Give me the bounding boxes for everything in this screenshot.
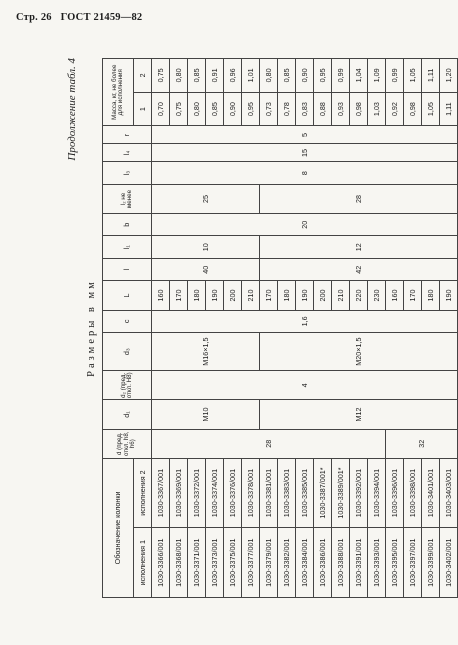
col-d1: d₁: [103, 400, 152, 429]
cell-mass1: 0,80: [188, 92, 206, 126]
cell-exec1: 1030-3393/001: [368, 528, 386, 598]
cell-L: 180: [422, 281, 440, 310]
cell-mass1: 0,70: [152, 92, 170, 126]
cell-mass2: 1,11: [422, 59, 440, 93]
cell-exec1: 1030-3395/001: [386, 528, 404, 598]
cell-exec2: 1030-3392/001: [350, 458, 368, 528]
cell-mass1: 0,95: [242, 92, 260, 126]
col-mass1: 1: [134, 92, 152, 126]
cell-exec1: 1030-3384/001: [296, 528, 314, 598]
rotated-table-frame: [66, 58, 453, 598]
cell-exec1: 1030-3397/001: [404, 528, 422, 598]
cell-exec2: 1030-3396/001: [386, 458, 404, 528]
cell-mass1: 0,90: [224, 92, 242, 126]
cell-exec1: 1030-3382/001: [278, 528, 296, 598]
cell-mass2: 0,80: [260, 59, 278, 93]
cell-exec2: 1030-3403/001: [440, 458, 458, 528]
cell-L: 170: [404, 281, 422, 310]
cell-exec2: 1030-3378/001: [242, 458, 260, 528]
col-r: r: [103, 126, 152, 144]
cell-L: 210: [332, 281, 350, 310]
cell-exec2: 1030-3398/001: [404, 458, 422, 528]
cell-exec1: 1030-3388/001: [332, 528, 350, 598]
cell-d3-group: M20×1,5: [260, 333, 458, 371]
cell-mass1: 0,75: [170, 92, 188, 126]
cell-mass2: 0,96: [224, 59, 242, 93]
standard-code: ГОСТ 21459—82: [60, 12, 143, 23]
cell-l1-group: 10: [152, 236, 260, 258]
cell-L: 200: [224, 281, 242, 310]
cell-L: 190: [440, 281, 458, 310]
cell-mass2: 1,01: [242, 59, 260, 93]
cell-mass1: 0,88: [314, 92, 332, 126]
col-exec1: исполнения 1: [134, 528, 152, 598]
cell-exec2: 1030-3374/001: [206, 458, 224, 528]
cell-mass1: 1,05: [422, 92, 440, 126]
cell-mass1: 1,11: [440, 92, 458, 126]
cell-l2-group: 25: [152, 184, 260, 213]
cell-exec1: 1030-3373/001: [206, 528, 224, 598]
cell-exec2: 1030-3387/001*: [314, 458, 332, 528]
cell-d1-group: M10: [152, 400, 260, 429]
dimensions-title: Размеры в мм: [86, 279, 97, 377]
cell-exec1: 1030-3386/001: [314, 528, 332, 598]
cell-d2-group: 4: [152, 371, 458, 400]
cell-exec2: 1030-3369/001: [170, 458, 188, 528]
col-c: c: [103, 310, 152, 332]
cell-exec1: 1030-3377/001: [242, 528, 260, 598]
cell-L: 170: [260, 281, 278, 310]
cell-l-group: 40: [152, 258, 260, 280]
cell-mass1: 0,98: [404, 92, 422, 126]
col-l2: l₂ не менее: [103, 184, 152, 213]
cell-mass1: 0,85: [206, 92, 224, 126]
cell-exec1: 1030-3371/001: [188, 528, 206, 598]
cell-exec2: 1030-3376/001: [224, 458, 242, 528]
cell-d-group: 32: [386, 429, 458, 458]
col-d3: d₃: [103, 333, 152, 371]
cell-L: 230: [368, 281, 386, 310]
col-b: b: [103, 214, 152, 236]
cell-exec1: 1030-3366/001: [152, 528, 170, 598]
col-mass: Масса, кг, не более для исполнения: [103, 59, 134, 127]
cell-l-group: 42: [260, 258, 458, 280]
cell-d3-group: M16×1,5: [152, 333, 260, 371]
page-header: [16, 12, 148, 23]
cell-mass2: 1,20: [440, 59, 458, 93]
continuation-title: Продолжение табл. 4: [66, 58, 78, 161]
cell-d1-group: M12: [260, 400, 458, 429]
cell-exec1: 1030-3379/001: [260, 528, 278, 598]
cell-exec2: 1030-3389/001*: [332, 458, 350, 528]
cell-mass2: 0,85: [278, 59, 296, 93]
cell-L: 180: [188, 281, 206, 310]
cell-b-group: 20: [152, 214, 458, 236]
dimensions-table: [102, 58, 458, 598]
cell-mass2: 0,95: [314, 59, 332, 93]
cell-mass2: 0,85: [188, 59, 206, 93]
cell-exec2: 1030-3401/001: [422, 458, 440, 528]
cell-exec2: 1030-3385/001: [296, 458, 314, 528]
cell-mass1: 1,03: [368, 92, 386, 126]
cell-L: 160: [152, 281, 170, 310]
cell-mass2: 0,80: [170, 59, 188, 93]
col-exec2: исполнения 2: [134, 458, 152, 528]
cell-L: 170: [170, 281, 188, 310]
col-l1: l₁: [103, 236, 152, 258]
cell-l3-group: 8: [152, 162, 458, 184]
cell-mass1: 0,98: [350, 92, 368, 126]
cell-c-group: 1,6: [152, 310, 458, 332]
cell-mass2: 0,91: [206, 59, 224, 93]
cell-L: 190: [206, 281, 224, 310]
cell-mass2: 1,05: [404, 59, 422, 93]
cell-mass2: 0,99: [332, 59, 350, 93]
col-d2: d₂ (пред. откл. H8): [103, 371, 152, 400]
cell-exec1: 1030-3375/001: [224, 528, 242, 598]
cell-exec1: 1030-3368/001: [170, 528, 188, 598]
cell-l1-group: 12: [260, 236, 458, 258]
col-l4: l₄: [103, 144, 152, 162]
cell-mass1: 0,73: [260, 92, 278, 126]
cell-exec2: 1030-3383/001: [278, 458, 296, 528]
cell-exec2: 1030-3394/001: [368, 458, 386, 528]
cell-mass1: 0,78: [278, 92, 296, 126]
cell-L: 180: [278, 281, 296, 310]
cell-mass1: 0,83: [296, 92, 314, 126]
col-l: l: [103, 258, 152, 280]
cell-mass2: 0,99: [386, 59, 404, 93]
cell-mass2: 0,75: [152, 59, 170, 93]
cell-exec1: 1030-3399/001: [422, 528, 440, 598]
cell-d-group: 28: [152, 429, 386, 458]
cell-mass1: 0,93: [332, 92, 350, 126]
col-d: d (пред. откл. h8, h6): [103, 429, 152, 458]
cell-l4-group: 15: [152, 144, 458, 162]
cell-L: 200: [314, 281, 332, 310]
table-row: [152, 59, 170, 598]
cell-exec1: 1030-3391/001: [350, 528, 368, 598]
cell-L: 210: [242, 281, 260, 310]
col-designation: Обозначение колонки: [103, 458, 134, 597]
cell-mass2: 0,90: [296, 59, 314, 93]
cell-L: 160: [386, 281, 404, 310]
page-number: Стр. 26: [16, 12, 52, 23]
col-mass2: 2: [134, 59, 152, 93]
col-l3: l₃: [103, 162, 152, 184]
cell-exec2: 1030-3381/001: [260, 458, 278, 528]
cell-exec1: 1030-3402/001: [440, 528, 458, 598]
col-L: L: [103, 281, 152, 310]
cell-exec2: 1030-3367/001: [152, 458, 170, 528]
cell-mass1: 0,92: [386, 92, 404, 126]
cell-mass2: 1,04: [350, 59, 368, 93]
cell-exec2: 1030-3372/001: [188, 458, 206, 528]
cell-L: 220: [350, 281, 368, 310]
cell-L: 190: [296, 281, 314, 310]
cell-r-group: 5: [152, 126, 458, 144]
cell-l2-group: 28: [260, 184, 458, 213]
cell-mass2: 1,09: [368, 59, 386, 93]
